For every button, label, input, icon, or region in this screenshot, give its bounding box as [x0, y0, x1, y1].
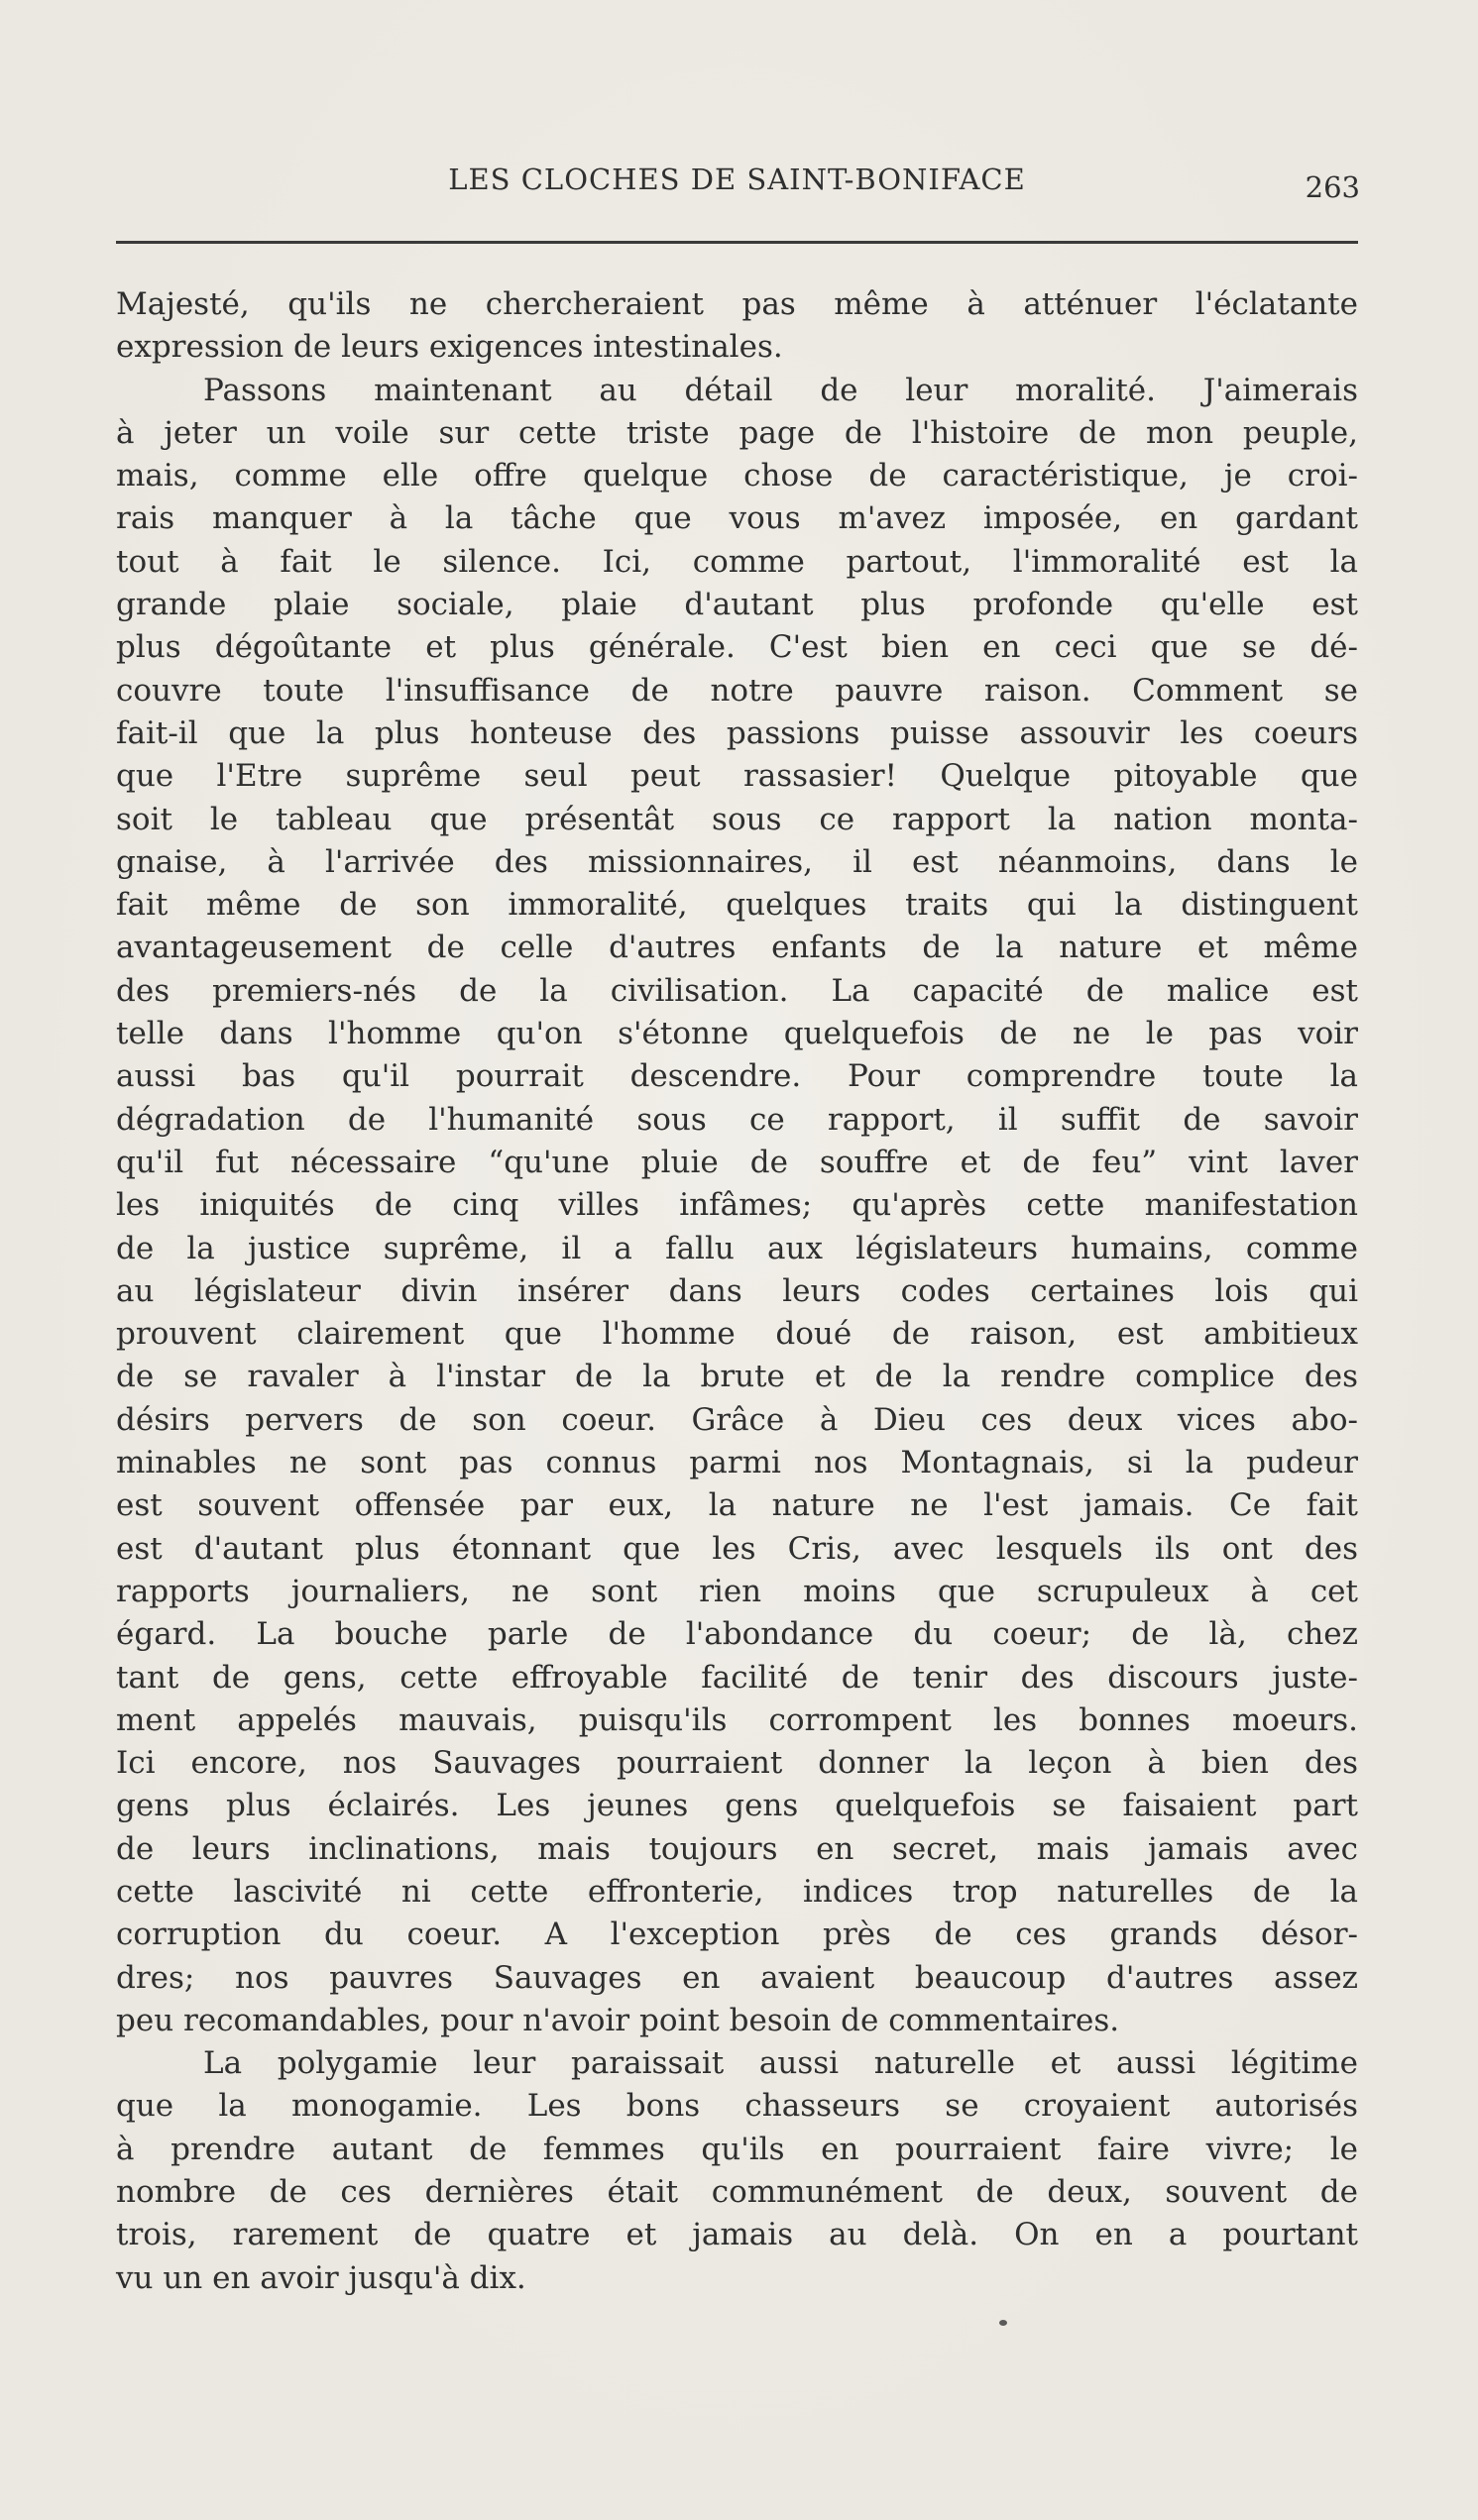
header-rule: [116, 241, 1358, 244]
text-line: plus dégoûtante et plus générale. C'est bien en ceci que se dé-: [116, 629, 1358, 666]
print-speck: [999, 2320, 1007, 2326]
text-line: tant de gens, cette effroyable facilité de tenir des discours juste-: [116, 1659, 1358, 1696]
text-line: des premiers-nés de la civilisation. La capacité de malice est: [116, 972, 1358, 1009]
body-text: [116, 283, 1358, 2300]
text-line: ment appelés mauvais, puisqu'ils corrompent les bonnes moeurs.: [116, 1701, 1358, 1738]
text-line: aussi bas qu'il pourrait descendre. Pour comprendre toute la: [116, 1058, 1358, 1095]
page-number: 263: [1305, 170, 1360, 204]
text-line: de leurs inclinations, mais toujours en secret, mais jamais avec: [116, 1830, 1358, 1867]
text-line: prouvent clairement que l'homme doué de raison, est ambitieux: [116, 1316, 1358, 1353]
text-line: Majesté, qu'ils ne chercheraient pas même à atténuer l'éclatante: [116, 286, 1358, 322]
paragraph: [116, 283, 1358, 370]
text-line: cette lascivité ni cette effronterie, indices trop naturelles de la: [116, 1873, 1358, 1910]
page-header: [116, 159, 1358, 208]
text-line: rais manquer à la tâche que vous m'avez imposée, en gardant: [116, 500, 1358, 537]
text-line: grande plaie sociale, plaie d'autant plus profonde qu'elle est: [116, 587, 1358, 623]
text-line: corruption du coeur. A l'exception près de ces grands désor-: [116, 1917, 1358, 1953]
text-line: tout à fait le silence. Ici, comme partout, l'immoralité est la: [116, 543, 1358, 580]
text-line: rapports journaliers, ne sont rien moins que scrupuleux à cet: [116, 1573, 1358, 1609]
text-line: trois, rarement de quatre et jamais au delà. On en a pourtant: [116, 2217, 1358, 2253]
running-title: LES CLOCHES DE SAINT-BONIFACE: [448, 163, 1026, 196]
text-line: mais, comme elle offre quelque chose de caractéristique, je croi-: [116, 458, 1358, 494]
text-line: désirs pervers de son coeur. Grâce à Dieu ces deux vices abo-: [116, 1401, 1358, 1438]
text-line: gnaise, à l'arrivée des missionnaires, il est néanmoins, dans le: [116, 843, 1358, 880]
text-line: Ici encore, nos Sauvages pourraient donner la leçon à bien des: [116, 1745, 1358, 1782]
text-line: couvre toute l'insuffisance de notre pauvre raison. Comment se: [116, 672, 1358, 709]
text-line: au législateur divin insérer dans leurs codes certaines lois qui: [116, 1272, 1358, 1309]
text-line: est souvent offensée par eux, la nature ne l'est jamais. Ce fait: [116, 1487, 1358, 1524]
text-line: est d'autant plus étonnant que les Cris, avec lesquels ils ont des: [116, 1530, 1358, 1567]
text-line: Passons maintenant au détail de leur moralité. J'aimerais: [203, 372, 1358, 408]
text-line: nombre de ces dernières était communément de deux, souvent de: [116, 2174, 1358, 2211]
text-line: soit le tableau que présentât sous ce rapport la nation monta-: [116, 801, 1358, 837]
text-line: avantageusement de celle d'autres enfants de la nature et même: [116, 930, 1358, 966]
text-line: dégradation de l'humanité sous ce rapport, il suffit de savoir: [116, 1101, 1358, 1138]
text-line: de la justice suprême, il a fallu aux législateurs humains, comme: [116, 1230, 1358, 1266]
text-line: égard. La bouche parle de l'abondance du coeur; de là, chez: [116, 1616, 1358, 1653]
text-line: gens plus éclairés. Les jeunes gens quelquefois se faisaient part: [116, 1788, 1358, 1824]
text-line: que l'Etre suprême seul peut rassasier! Quelque pitoyable que: [116, 758, 1358, 795]
text-line: telle dans l'homme qu'on s'étonne quelquefois de ne le pas voir: [116, 1016, 1358, 1052]
text-line: fait-il que la plus honteuse des passions puisse assouvir les coeurs: [116, 714, 1358, 751]
text-line: La polygamie leur paraissait aussi naturelle et aussi légitime: [203, 2045, 1358, 2082]
text-line: que la monogamie. Les bons chasseurs se croyaient autorisés: [116, 2088, 1358, 2125]
text-line: minables ne sont pas connus parmi nos Montagnais, si la pudeur: [116, 1445, 1358, 1481]
text-line: de se ravaler à l'instar de la brute et de la rendre complice des: [116, 1359, 1358, 1395]
text-line: qu'il fut nécessaire “qu'une pluie de souffre et de feu” vint laver: [116, 1144, 1358, 1180]
text-line: à jeter un voile sur cette triste page de l'histoire de mon peuple,: [116, 414, 1358, 451]
text-line: fait même de son immoralité, quelques traits qui la distinguent: [116, 887, 1358, 924]
text-line: peu recomandables, pour n'avoir point besoin de commentaires.: [116, 2002, 1120, 2038]
text-line: à prendre autant de femmes qu'ils en pourraient faire vivre; le: [116, 2131, 1358, 2167]
text-line: les iniquités de cinq villes infâmes; qu'après cette manifestation: [116, 1187, 1358, 1224]
paragraph: [116, 2042, 1358, 2300]
text-line: vu un en avoir jusqu'à dix.: [116, 2259, 526, 2296]
paragraph: [116, 370, 1358, 2043]
text-line: expression de leurs exigences intestinales.: [116, 329, 783, 366]
text-line: dres; nos pauvres Sauvages en avaient beaucoup d'autres assez: [116, 1959, 1358, 1996]
